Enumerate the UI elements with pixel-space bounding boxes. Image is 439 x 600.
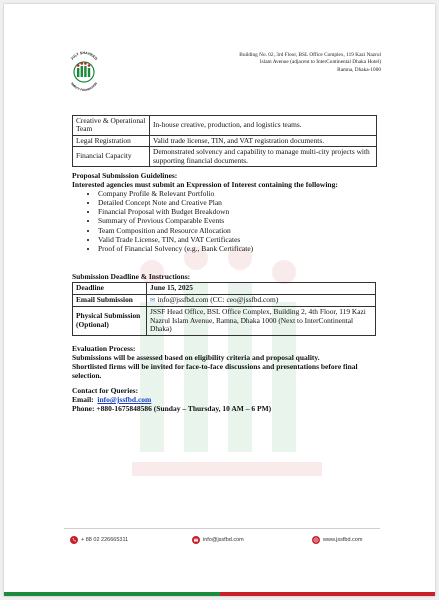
table-cell-label: Physical Submission (Optional) (73, 307, 147, 336)
footer-email-text[interactable]: info@jssfbd.com (203, 537, 244, 543)
list-item: • Financial Proposal with Budget Breakdown (98, 207, 392, 216)
email-label: Email: (72, 395, 94, 404)
table-row (73, 147, 377, 167)
section-heading: Contact for Queries: (72, 386, 139, 395)
footer-web (312, 536, 362, 544)
footer (62, 535, 382, 547)
contact-email-row (72, 395, 377, 404)
table-row (73, 283, 376, 295)
table-row (73, 135, 377, 146)
phone-icon (70, 536, 78, 544)
jssf-logo (64, 46, 104, 102)
table-cell-label: Legal Registration (73, 135, 150, 146)
globe-icon (312, 536, 320, 544)
table-row (73, 116, 377, 136)
table-cell-value: Demonstrated solvency and capability to manage multi-city projects with supporting financial documents. (150, 147, 377, 167)
email-link[interactable]: info@jssfbd.com (97, 395, 152, 404)
table-cell-label: Creative & Operational Team (73, 116, 150, 136)
table-cell-value: June 15, 2025 (147, 283, 376, 295)
document-page (4, 4, 435, 596)
phone-value: +880-1675848586 (Sunday – Thursday, 10 AM – 6 PM) (96, 404, 272, 413)
footer-email (192, 536, 244, 544)
guidelines-section (72, 171, 392, 253)
table-cell-value (147, 294, 376, 307)
contact-phone-row (72, 404, 377, 413)
section-heading: Proposal Submission Guidelines: (72, 171, 178, 180)
address-line: Islam Avenue (adjacent to InterContinental Dhaka Hotel) (259, 59, 381, 66)
list-item: • Company Profile & Relevant Portfolio (98, 189, 392, 198)
table-cell-label: Email Submission (73, 294, 147, 307)
contact-section (72, 386, 377, 413)
requirements-list (72, 189, 392, 253)
footer-phone (70, 536, 128, 544)
table-cell-value: JSSF Head Office, BSL Office Complex, Building 2, 4th Floor, 119 Kazi Nazrul Islam Avenue, Ramna, Dhaka 1000 (Next to InterContinental Dhaka) (147, 307, 376, 336)
address-line: Building No. 02, 3rd Floor, BSL Office Complex, 119 Kazi Nazrul (239, 52, 381, 58)
header-address (181, 52, 381, 74)
table-cell-label: Deadline (73, 283, 147, 295)
email-icon: ✉ (150, 296, 156, 304)
table-cell-value: In-house creative, production, and logistics teams. (150, 116, 377, 136)
footer-divider (64, 528, 380, 529)
capacity-table (72, 115, 377, 167)
svg-text:SMRITY FOUNDATION: SMRITY FOUNDATION (69, 81, 99, 93)
table-cell-value: Valid trade license, TIN, and VAT registration documents. (150, 135, 377, 146)
deadline-table (72, 282, 376, 336)
evaluation-section (72, 344, 377, 380)
list-item: • Proof of Financial Solvency (e.g., Bank Certificate) (98, 244, 392, 253)
footer-phone-text: + 88 02 226665311 (81, 537, 129, 543)
footer-web-text[interactable]: www.jssfbd.com (323, 537, 363, 543)
svg-text:JULY SHAHEED: JULY SHAHEED (69, 50, 99, 61)
evaluation-text: Shortlisted firms will be invited for face-to-face discussions and presentations before final selection. (72, 362, 358, 380)
table-cell-label: Financial Capacity (73, 147, 150, 167)
list-item: • Detailed Concept Note and Creative Plan (98, 198, 392, 207)
section-heading: Evaluation Process: (72, 344, 136, 353)
list-item: • Team Composition and Resource Allocation (98, 226, 392, 235)
table-row (73, 294, 376, 307)
phone-label: Phone: (72, 404, 95, 413)
footer-color-bar (4, 592, 435, 596)
section-heading: Submission Deadline & Instructions: (72, 272, 191, 281)
list-item: • Valid Trade License, TIN, and VAT Certificates (98, 235, 392, 244)
email-submission-value[interactable]: info@jssfbd.com (CC: ceo@jssfbd.com) (157, 294, 279, 304)
table-row (73, 307, 376, 336)
evaluation-text: Submissions will be assessed based on eligibility criteria and proposal quality. (72, 353, 320, 362)
address-line: Ramna, Dhaka-1000 (337, 66, 381, 73)
list-item: • Summary of Previous Comparable Events (98, 216, 392, 225)
guidelines-intro: Interested agencies must submit an Expression of Interest containing the following: (72, 180, 338, 190)
email-icon (192, 536, 200, 544)
